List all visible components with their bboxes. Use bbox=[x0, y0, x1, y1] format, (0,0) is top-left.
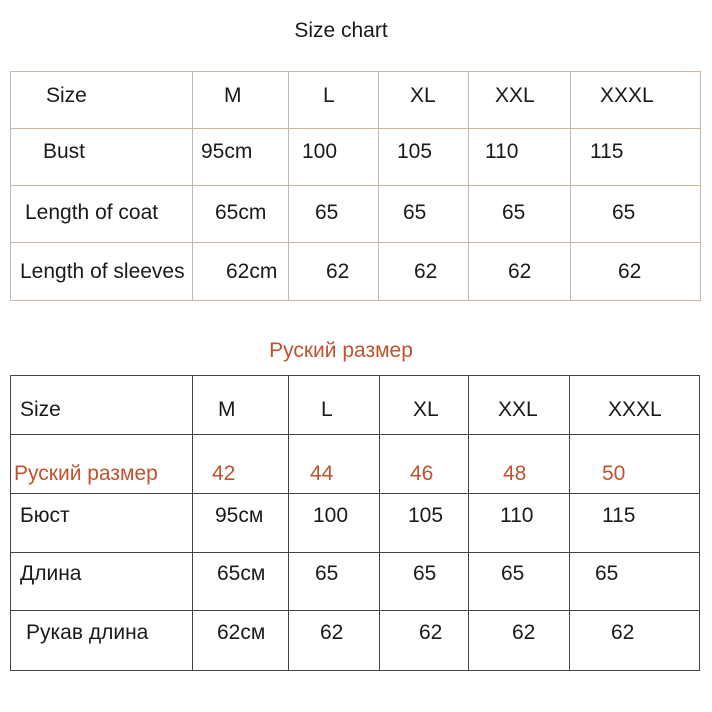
table-cell: 44 bbox=[310, 462, 334, 485]
grid-line bbox=[10, 242, 700, 243]
grid-line bbox=[192, 71, 193, 301]
grid-line bbox=[10, 71, 700, 72]
table-cell: 65 bbox=[595, 562, 619, 585]
table-cell: 65 bbox=[315, 201, 339, 224]
grid-line bbox=[288, 71, 289, 301]
table-cell: Бюст bbox=[20, 504, 70, 527]
grid-line bbox=[570, 71, 571, 301]
grid-line bbox=[10, 610, 700, 611]
grid-line bbox=[700, 71, 701, 301]
table-cell: 65 bbox=[315, 562, 339, 585]
grid-line bbox=[288, 375, 289, 671]
table-cell: 62 bbox=[611, 621, 635, 644]
grid-line bbox=[10, 185, 700, 186]
grid-line bbox=[10, 552, 700, 553]
table-cell: Руский размер bbox=[14, 462, 158, 485]
table-cell: M bbox=[224, 84, 242, 107]
grid-line bbox=[10, 670, 700, 671]
table-cell: 100 bbox=[313, 504, 349, 527]
table-cell: 65 bbox=[413, 562, 437, 585]
size-chart-title: Size chart bbox=[294, 19, 388, 42]
russian-size-title: Руский размер bbox=[269, 339, 413, 362]
table-cell: 62cm bbox=[226, 260, 278, 283]
table-cell: 65 bbox=[403, 201, 427, 224]
table-cell: 62 bbox=[414, 260, 438, 283]
table-cell: 115 bbox=[590, 140, 624, 163]
table-cell: 62 bbox=[419, 621, 443, 644]
table-cell: 46 bbox=[410, 462, 434, 485]
grid-line bbox=[10, 71, 11, 301]
table-cell: 65 bbox=[501, 562, 525, 585]
table-cell: Size bbox=[20, 398, 61, 421]
grid-line bbox=[10, 375, 11, 671]
grid-line bbox=[10, 128, 700, 129]
table-cell: 62 bbox=[512, 621, 536, 644]
table-cell: 65cm bbox=[215, 201, 267, 224]
table-cell: 42 bbox=[212, 462, 236, 485]
grid-line bbox=[10, 375, 700, 376]
table-cell: 62 bbox=[326, 260, 350, 283]
table-cell: 62 bbox=[508, 260, 532, 283]
table-cell: 95cm bbox=[201, 140, 253, 163]
grid-line bbox=[10, 493, 700, 494]
table-cell: 62 bbox=[320, 621, 344, 644]
table-cell: 105 bbox=[397, 140, 433, 163]
table-cell: Bust bbox=[43, 140, 86, 163]
grid-line bbox=[10, 300, 700, 301]
table-cell: Length of coat bbox=[25, 201, 159, 224]
table-cell: 50 bbox=[602, 462, 626, 485]
table-cell: 115 bbox=[602, 504, 636, 527]
table-cell: Длина bbox=[20, 562, 82, 585]
table-cell: Size bbox=[46, 84, 87, 107]
grid-line bbox=[468, 71, 469, 301]
grid-line bbox=[569, 375, 570, 671]
table-cell: 95см bbox=[215, 504, 264, 527]
grid-line bbox=[379, 375, 380, 671]
table-cell: 65 bbox=[502, 201, 526, 224]
table-cell: L bbox=[323, 84, 335, 107]
grid-line bbox=[468, 375, 469, 671]
table-cell: 110 bbox=[485, 140, 519, 163]
table-cell: 65 bbox=[612, 201, 636, 224]
table-cell: XXXL bbox=[608, 398, 662, 421]
table-cell: XXXL bbox=[600, 84, 654, 107]
table-cell: XL bbox=[413, 398, 439, 421]
table-cell: 100 bbox=[302, 140, 338, 163]
table-cell: 62 bbox=[618, 260, 642, 283]
table-cell: XXL bbox=[498, 398, 538, 421]
table-cell: 105 bbox=[408, 504, 444, 527]
grid-line bbox=[699, 375, 700, 671]
grid-line bbox=[378, 71, 379, 301]
table-cell: XXL bbox=[495, 84, 535, 107]
table-cell: 62см bbox=[217, 621, 266, 644]
table-cell: L bbox=[321, 398, 333, 421]
table-cell: 110 bbox=[500, 504, 534, 527]
table-cell: XL bbox=[410, 84, 436, 107]
table-cell: Рукав длина bbox=[26, 621, 149, 644]
table-cell: 48 bbox=[503, 462, 527, 485]
table-cell: Length of sleeves bbox=[20, 260, 185, 283]
grid-line bbox=[10, 434, 700, 435]
table-cell: 65см bbox=[217, 562, 266, 585]
table-cell: M bbox=[218, 398, 236, 421]
grid-line bbox=[192, 375, 193, 671]
